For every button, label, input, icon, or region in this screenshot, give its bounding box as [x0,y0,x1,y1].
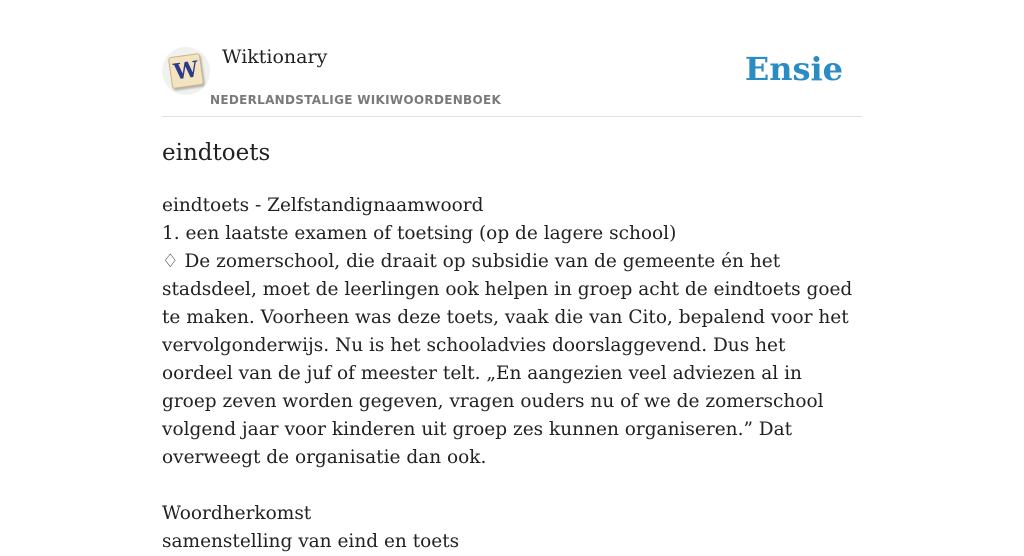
wiktionary-logo-icon[interactable] [162,47,210,95]
etymology-heading: Woordherkomst [162,503,312,524]
page-title: eindtoets [162,140,271,166]
example-quote: ♢ De zomerschool, die draait op subsidie van de gemeente én het stadsdeel, moet de leerlingen ook helpen in groep acht de eindtoets goed te maken. Voorheen was deze toets, vaak die van Cito, bepalend voor het vervolgonderwijs. Nu is het schooladvies doorslaggevend. Dus het oordeel van de juf of meester telt. „En aangezien veel adviezen al in groep zeven worden gegeven, vragen ouders nu of we de zomerschool volgend jaar voor kinderen uit groep zes kunnen organiseren.” Dat overweegt de organisatie dan ook. [162,251,853,468]
entry-content [162,192,862,556]
logo-letter: W [168,53,204,89]
definition: 1. een laatste examen of toetsing (op de lagere school) [162,223,677,244]
etymology-text: samenstelling van eind en toets [162,531,460,552]
entry-heading-line: eindtoets - Zelfstandignaamwoord [162,195,484,216]
header [162,0,862,117]
site-subtitle: NEDERLANDSTALIGE WIKIWOORDENBOEK [210,93,502,107]
ensie-brand-logo[interactable]: Ensie [744,50,843,88]
site-name[interactable]: Wiktionary [222,46,328,68]
spacer [162,472,862,500]
page [162,0,862,552]
